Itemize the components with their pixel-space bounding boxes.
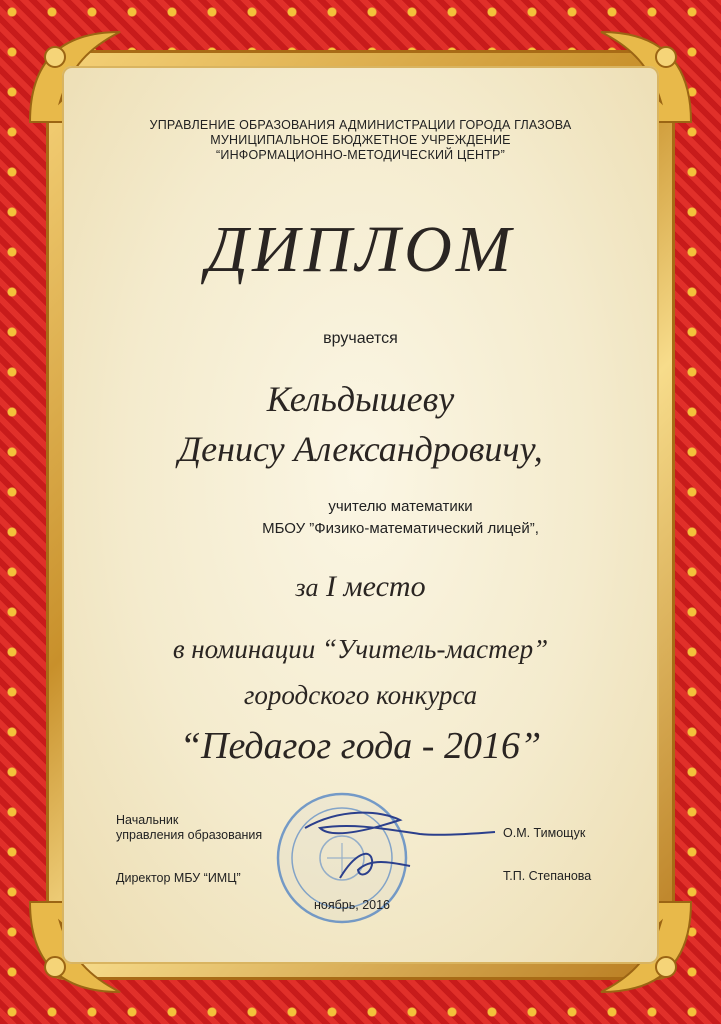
place-value: I место	[326, 570, 426, 603]
signature-icon	[300, 798, 500, 888]
recipient-surname: Кельдышеву	[266, 379, 455, 419]
header-line-1: УПРАВЛЕНИЕ ОБРАЗОВАНИЯ АДМИНИСТРАЦИИ ГОРОДА ГЛАЗОВА	[149, 118, 572, 132]
recipient-name: Денису Александровичу,	[178, 429, 543, 469]
contest-text: городского конкурса	[243, 680, 478, 710]
chief-name: О.М. Тимощук	[503, 826, 586, 840]
contest-name: “Педагог года - 2016”	[179, 725, 542, 767]
director-name: Т.П. Степанова	[503, 869, 592, 883]
recipient-school: МБОУ ”Физико-математический лицей”,	[262, 520, 539, 537]
award-place	[0, 570, 721, 604]
chief-label-2: управления образования	[116, 828, 263, 842]
recipient-position: учителю математики	[328, 498, 473, 515]
diploma-title: ДИПЛОМ	[206, 213, 515, 286]
issue-date: ноябрь, 2016	[314, 898, 391, 912]
place-prefix: за	[295, 573, 319, 602]
nomination-text: в номинации “Учитель-мастер”	[172, 634, 549, 664]
chief-label-1: Начальник	[116, 813, 179, 827]
director-label: Директор МБУ “ИМЦ”	[116, 871, 241, 885]
header-line-3: “ИНФОРМАЦИОННО-МЕТОДИЧЕСКИЙ ЦЕНТР”	[216, 148, 505, 162]
awarded-text: вручается	[323, 330, 398, 347]
header-line-2: МУНИЦИПАЛЬНОЕ БЮДЖЕТНОЕ УЧРЕЖДЕНИЕ	[210, 133, 511, 147]
